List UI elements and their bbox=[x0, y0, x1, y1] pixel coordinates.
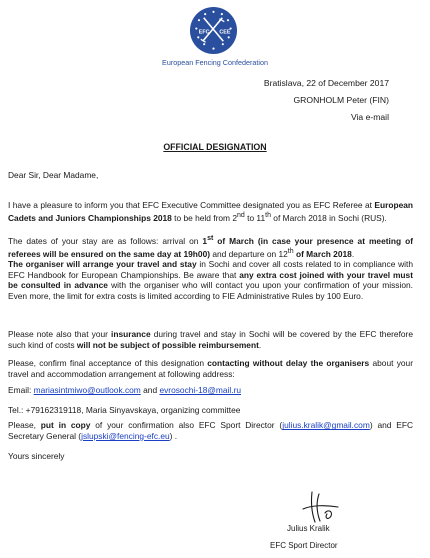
paragraph-designation: I have a pleasure to inform you that EFC Executive Committee designated you as EFC Referee at European Cadets and Juniors Championships 2018 to be held from 2nd to 11th of March 2018 in Sochi (RUS). bbox=[8, 200, 413, 223]
organisation-name: European Fencing Confederation bbox=[162, 58, 268, 67]
efc-logo-icon bbox=[189, 6, 238, 55]
signer-name: Julius Kralik bbox=[287, 524, 330, 533]
email-link-secretary-general[interactable]: jslupski@fencing-efc.eu bbox=[81, 430, 170, 441]
closing: Yours sincerely bbox=[8, 451, 65, 461]
place-date: Bratislava, 22 of December 2017 bbox=[263, 78, 389, 88]
paragraph-insurance: Please note also that your insurance during travel and stay in Sochi will be covered by the EFC therefore such kind of costs will not be subject of possible reimbursement. bbox=[8, 329, 414, 350]
email-link-organiser-1[interactable]: mariasintmiwo@outlook.com bbox=[33, 385, 141, 396]
contact-phone-line: Tel.: +79162319118, Maria Sinyavskaya, organizing committee bbox=[8, 405, 241, 416]
signer-role: EFC Sport Director bbox=[270, 541, 338, 550]
recipient: GRONHOLM Peter (FIN) bbox=[293, 95, 389, 105]
svg-text:EFC: EFC bbox=[198, 29, 210, 36]
via-email: Via e-mail bbox=[350, 112, 389, 122]
contact-email-line: Email: mariasintmiwo@outlook.com and evrosochi-18@mail.ru bbox=[8, 385, 242, 396]
paragraph-dates: The dates of your stay are as follows: arrival on 1st of March (in case your presence at meeting of referees will be ensured on the same day at 19h00) and departure on 12th of March 2018. The organiser will arrange your travel and stay in Sochi and cover all costs related to in compliance with EFC Handbook for European Championships. Be aware that any extra cost joined with your travel must be consulted in advance with the organiser who will contact you upon your confirmation of your mission. Even more, the limit for extra costs is limited according to FIE Administrative Rules by 100 Euro. bbox=[8, 235, 413, 301]
email-link-sport-director[interactable]: julius.kralik@gmail.com bbox=[282, 420, 370, 431]
email-link-organiser-2[interactable]: evrosochi-18@mail.ru bbox=[159, 385, 242, 396]
salutation: Dear Sir, Dear Madame, bbox=[8, 170, 99, 180]
paragraph-copy: Please, put in copy of your confirmation also EFC Sport Director (julius.kralik@gmail.com) and EFC Secretary General (jslupski@fencing-efc.eu) . bbox=[8, 420, 413, 441]
document-title: OFFICIAL DESIGNATION bbox=[163, 142, 267, 152]
paragraph-confirmation: Please, confirm final acceptance of this designation contacting without delay the organisers about your travel and accommodation arrangement at following address: bbox=[8, 358, 413, 379]
svg-text:CEE: CEE bbox=[219, 29, 231, 36]
handwritten-signature bbox=[298, 489, 340, 525]
